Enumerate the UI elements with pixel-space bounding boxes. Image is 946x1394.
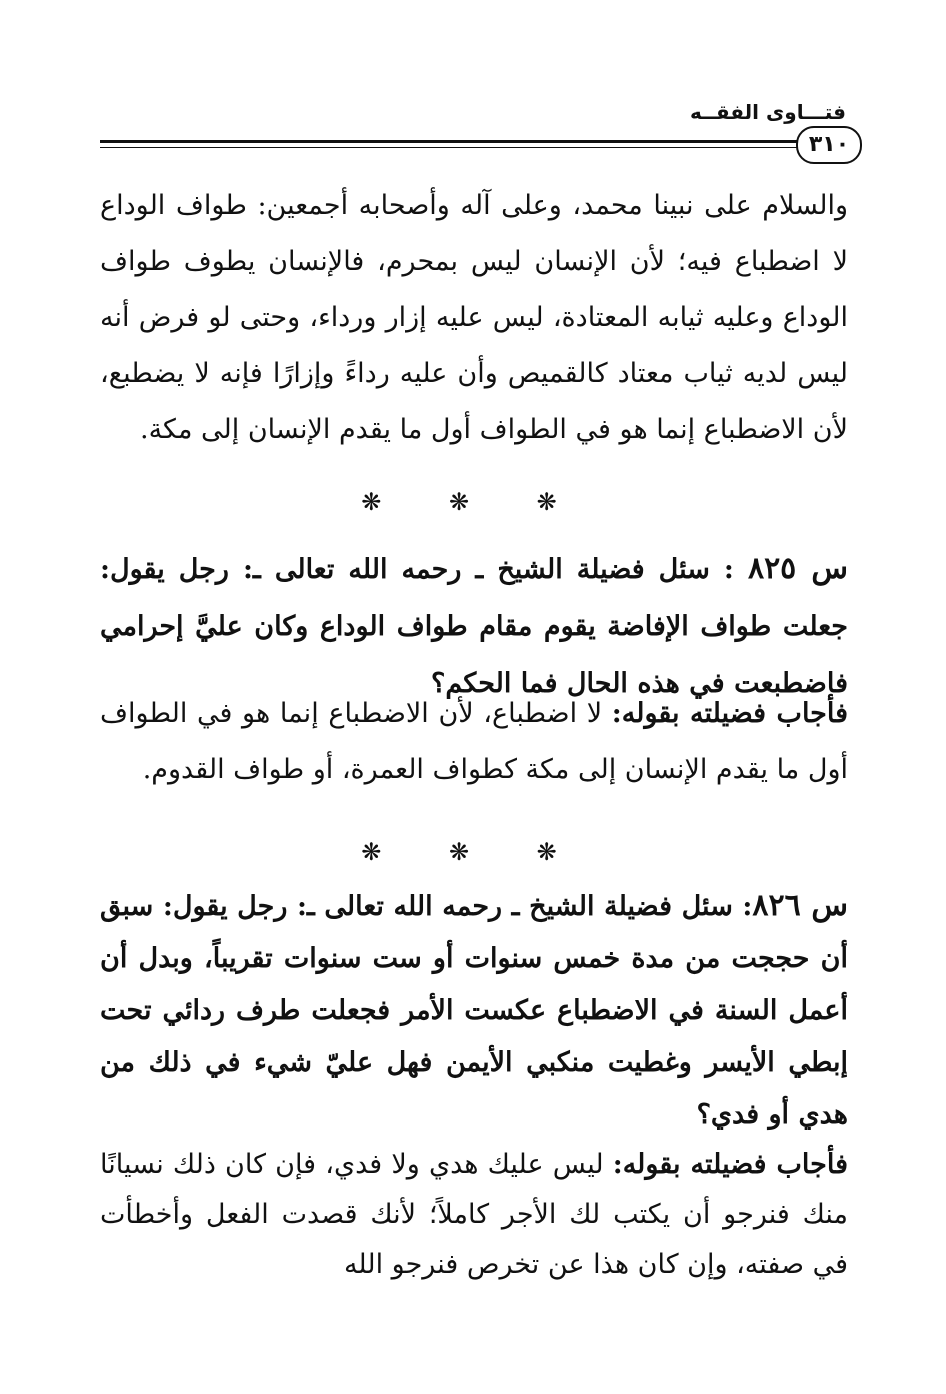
question-number: س ٨٢٦ bbox=[752, 888, 848, 923]
answer-825 bbox=[100, 686, 848, 798]
answer-text: لا اضطباع، لأن الاضطباع إنما هو في الطواف أول ما يقدم الإنسان إلى مكة كطواف العمرة، أو طواف القدوم. bbox=[100, 698, 848, 785]
question-number: س ٨٢٥ bbox=[747, 551, 848, 586]
question-text: : سئل فضيلة الشيخ ـ رحمه الله تعالى ـ: رجل يقول: سبق أن حججت من مدة خمس سنوات أو ست سنوات تقريباً، وبدل أن أعمل السنة في الاضطباع عكست الأمر فجعلت طرف ردائي تحت إبطي الأيسر وغطيت منكبي الأيمن فهل عليّ شيء في ذلك من هدي أو فدي؟ bbox=[100, 891, 848, 1130]
answer-lead: فأجاب فضيلته بقوله: bbox=[612, 1149, 848, 1180]
running-title: فتـــاوى الفقــه bbox=[690, 100, 846, 124]
header-rule bbox=[100, 140, 820, 143]
answer-826 bbox=[100, 1140, 848, 1290]
section-separator: ❋ ❋ ❋ bbox=[361, 488, 587, 516]
page-number: ٣١٠ bbox=[796, 126, 862, 164]
answer-text: ليس عليك هدي ولا فدي، فإن كان ذلك نسيانًا منك فنرجو أن يكتب لك الأجر كاملاً؛ لأنك قصدت الفعل وأخطأت في صفته، وإن كان هذا عن تخرص فنرجو الله bbox=[100, 1149, 848, 1280]
paragraph-continuation: والسلام على نبينا محمد، وعلى آله وأصحابه أجمعين: طواف الوداع لا اضطباع فيه؛ لأن الإنسان ليس بمحرم، فالإنسان يطوف طواف الوداع وعليه ثيابه المعتادة، ليس عليه إزار ورداء، وحتى لو فرض أنه ليس لديه ثياب معتاد كالقميص وأن عليه رداءً وإزارًا فإنه لا يضطبع، لأن الاضطباع إنما هو في الطواف أول ما يقدم الإنسان إلى مكة. bbox=[100, 190, 848, 445]
question-826 bbox=[100, 880, 848, 1141]
section-separator: ❋ ❋ ❋ bbox=[361, 838, 587, 866]
answer-lead: فأجاب فضيلته بقوله: bbox=[611, 698, 848, 729]
header-rule-thin bbox=[100, 147, 820, 148]
question-text: : سئل فضيلة الشيخ ـ رحمه الله تعالى ـ: رجل يقول: جعلت طواف الإفاضة يقوم مقام طواف الوداع وكان عليَّ إحرامي فاضطبعت في هذه الحال فما الحكم؟ bbox=[100, 554, 848, 699]
